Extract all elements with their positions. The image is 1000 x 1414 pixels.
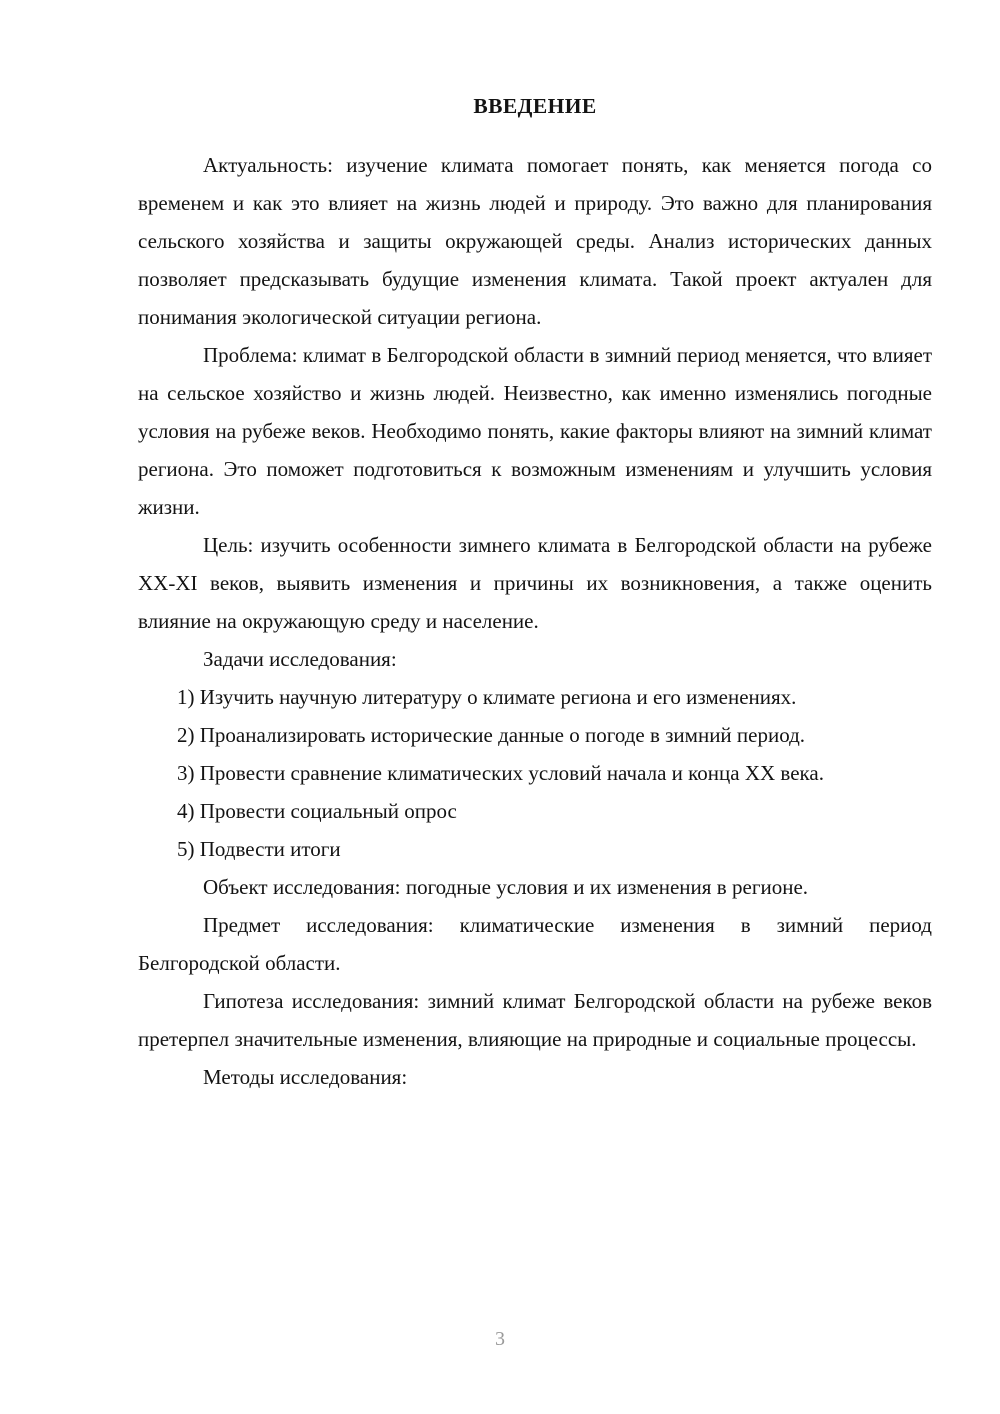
task-item-1: 1) Изучить научную литературу о климате региона и его изменениях. <box>177 685 797 709</box>
paragraph-hypothesis: Гипотеза исследования: зимний климат Белгородской области на рубеже веков претерпел значительные изменения, влияющие на природные и социальные процессы. <box>138 989 932 1051</box>
task-item-4: 4) Провести социальный опрос <box>177 799 457 823</box>
task-item-3: 3) Провести сравнение климатических условий начала и конца XX века. <box>177 761 824 785</box>
page-title: ВВЕДЕНИЕ <box>473 94 597 118</box>
paragraph-relevance: Актуальность: изучение климата помогает понять, как меняется погода со временем и как это влияет на жизнь людей и природу. Это важно для планирования сельского хозяйства и защиты окружающей среды. Анализ исторических данных позволяет предсказывать будущие изменения климата. Такой проект актуален для понимания экологической ситуации региона. <box>138 153 932 329</box>
paragraph-subject: Предмет исследования: климатические изменения в зимний период Белгородской области. <box>138 913 932 975</box>
paragraph-goal: Цель: изучить особенности зимнего климата в Белгородской области на рубеже XX-XI веков, выявить изменения и причины их возникновения, а также оценить влияние на окружающую среду и население. <box>138 533 932 633</box>
methods-heading: Методы исследования: <box>203 1065 408 1089</box>
task-item-5: 5) Подвести итоги <box>177 837 341 861</box>
page-number: 3 <box>495 1328 505 1350</box>
document-body <box>138 92 932 1096</box>
task-item-2: 2) Проанализировать исторические данные о погоде в зимний период. <box>177 723 806 747</box>
paragraph-object: Объект исследования: погодные условия и их изменения в регионе. <box>203 875 809 899</box>
paragraph-problem: Проблема: климат в Белгородской области в зимний период меняется, что влияет на сельское хозяйство и жизнь людей. Неизвестно, как именно изменялись погодные условия на рубеже веков. Необходимо понять, какие факторы влияют на зимний климат региона. Это поможет подготовиться к возможным изменениям и улучшить условия жизни. <box>138 343 932 519</box>
tasks-heading: Задачи исследования: <box>203 647 397 671</box>
